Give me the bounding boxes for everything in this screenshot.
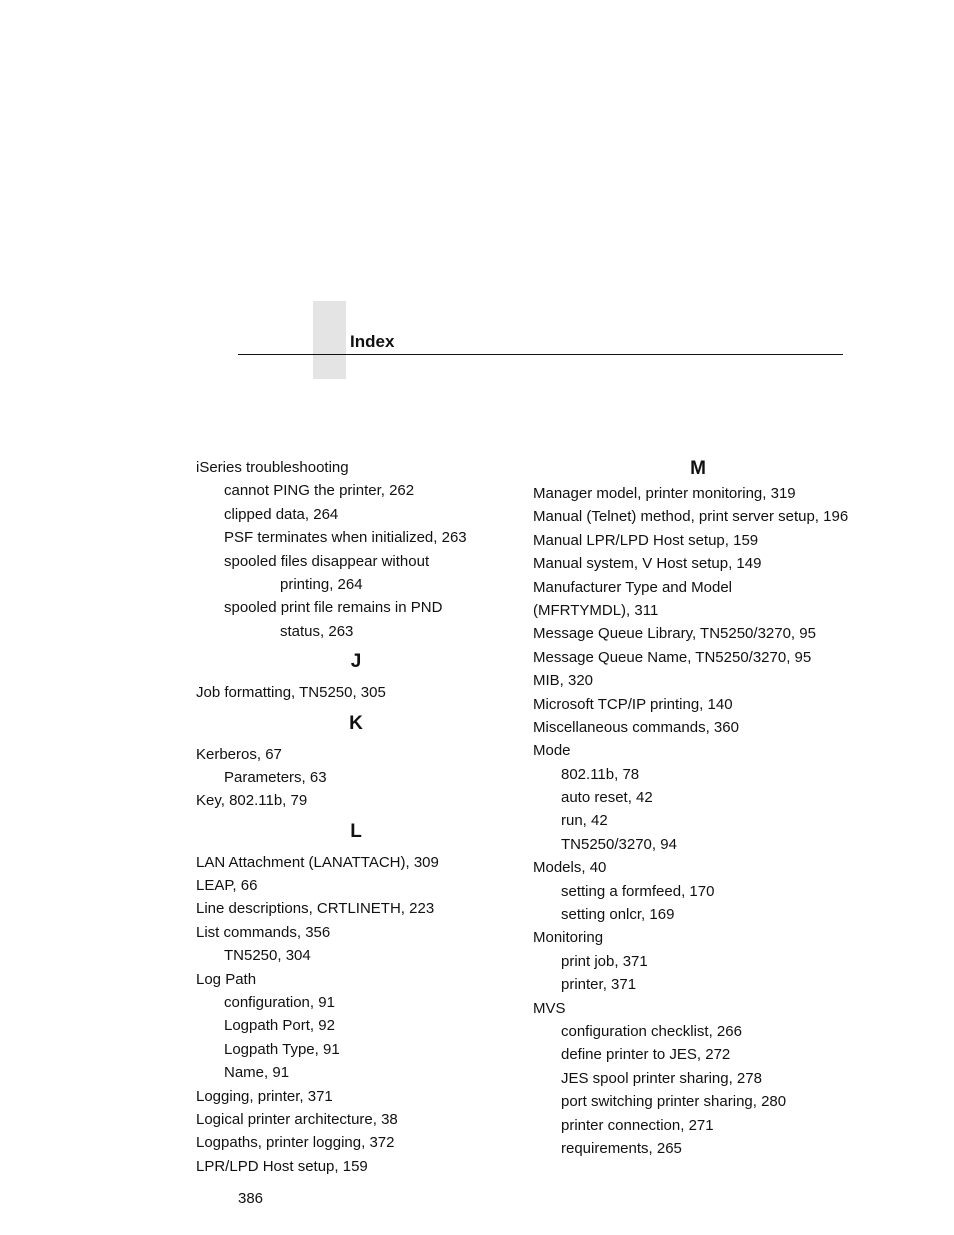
section-letter-m: M: [690, 458, 706, 479]
index-subentry: Logpath Port, 92: [224, 1017, 335, 1035]
index-entry: Monitoring: [533, 929, 604, 947]
index-subentry: cannot PING the printer, 262: [224, 482, 415, 500]
index-subentry: setting a formfeed, 170: [561, 882, 715, 900]
index-column-left: [196, 456, 516, 1178]
index-subentry: printer connection, 271: [561, 1116, 714, 1134]
index-entry: List commands, 356: [196, 923, 331, 941]
index-subentry: requirements, 265: [561, 1139, 682, 1157]
index-subentry: define printer to JES, 272: [561, 1046, 731, 1064]
index-entry: Models, 40: [533, 859, 607, 877]
index-subentry: setting onlcr, 169: [561, 906, 675, 924]
index-subentry: clipped data, 264: [224, 505, 339, 523]
index-subentry: PSF terminates when initialized, 263: [224, 529, 467, 547]
index-subentry: spooled files disappear without: [224, 552, 430, 570]
index-entry: Manual system, V Host setup, 149: [533, 555, 762, 573]
index-entry: Mode: [533, 742, 571, 760]
index-entry: LAN Attachment (LANATTACH), 309: [196, 853, 439, 871]
index-entry: Logpaths, printer logging, 372: [196, 1134, 395, 1152]
index-entry: LEAP, 66: [196, 877, 258, 895]
index-entry: Manager model, printer monitoring, 319: [533, 485, 796, 502]
index-entry: MIB, 320: [533, 672, 594, 690]
index-subentry: TN5250/3270, 94: [561, 835, 677, 853]
index-entry: Job formatting, TN5250, 305: [196, 684, 386, 702]
index-subentry: auto reset, 42: [561, 789, 653, 807]
index-entry: Key, 802.11b, 79: [196, 792, 308, 810]
index-subentry: Name, 91: [224, 1064, 290, 1082]
index-entry: Manual LPR/LPD Host setup, 159: [533, 531, 759, 549]
header-rule: [238, 354, 843, 355]
index-subentry: printer, 371: [561, 976, 637, 994]
section-letter-j: J: [350, 651, 362, 673]
index-entry: Kerberos, 67: [196, 745, 282, 763]
page-title: Index: [350, 332, 395, 351]
index-subentry: configuration, 91: [224, 994, 335, 1012]
index-entry: Manufacturer Type and Model: [533, 578, 733, 596]
index-subentry: status, 263: [280, 622, 354, 640]
index-subentry: run, 42: [561, 812, 608, 830]
index-entry: LPR/LPD Host setup, 159: [196, 1157, 368, 1175]
index-entry: MVS: [533, 999, 566, 1017]
page-number: 386: [238, 1190, 264, 1207]
index-entry: Microsoft TCP/IP printing, 140: [533, 695, 733, 713]
index-subentry: Logpath Type, 91: [224, 1040, 340, 1058]
index-entry: Line descriptions, CRTLINETH, 223: [196, 900, 435, 918]
index-entry: Logging, printer, 371: [196, 1087, 333, 1105]
index-entry: Logical printer architecture, 38: [196, 1110, 398, 1128]
index-entry: Message Queue Library, TN5250/3270, 95: [533, 625, 816, 643]
index-subentry: printing, 264: [280, 575, 363, 593]
index-entry: Miscellaneous commands, 360: [533, 718, 739, 736]
index-entry: Log Path: [196, 970, 257, 988]
index-entry: Message Queue Name, TN5250/3270, 95: [533, 648, 812, 666]
index-subentry: port switching printer sharing, 280: [561, 1093, 787, 1111]
index-subentry: configuration checklist, 266: [561, 1022, 742, 1040]
index-subentry: spooled print file remains in PND: [224, 599, 443, 617]
index-subentry: print job, 371: [561, 952, 648, 970]
index-subentry: 802.11b, 78: [561, 765, 640, 783]
index-column-right: [533, 456, 863, 1160]
section-letter-l: L: [350, 820, 362, 842]
index-entry: (MFRTYMDL), 311: [533, 601, 659, 619]
index-subentry: TN5250, 304: [224, 947, 311, 965]
index-subentry: Parameters, 63: [224, 768, 327, 786]
section-letter-k: K: [349, 712, 363, 734]
index-entry: iSeries troubleshooting: [196, 459, 349, 476]
index-subentry: JES spool printer sharing, 278: [561, 1069, 762, 1087]
header-tab-block: [313, 301, 346, 379]
index-entry: Manual (Telnet) method, print server setup, 196: [533, 508, 849, 526]
